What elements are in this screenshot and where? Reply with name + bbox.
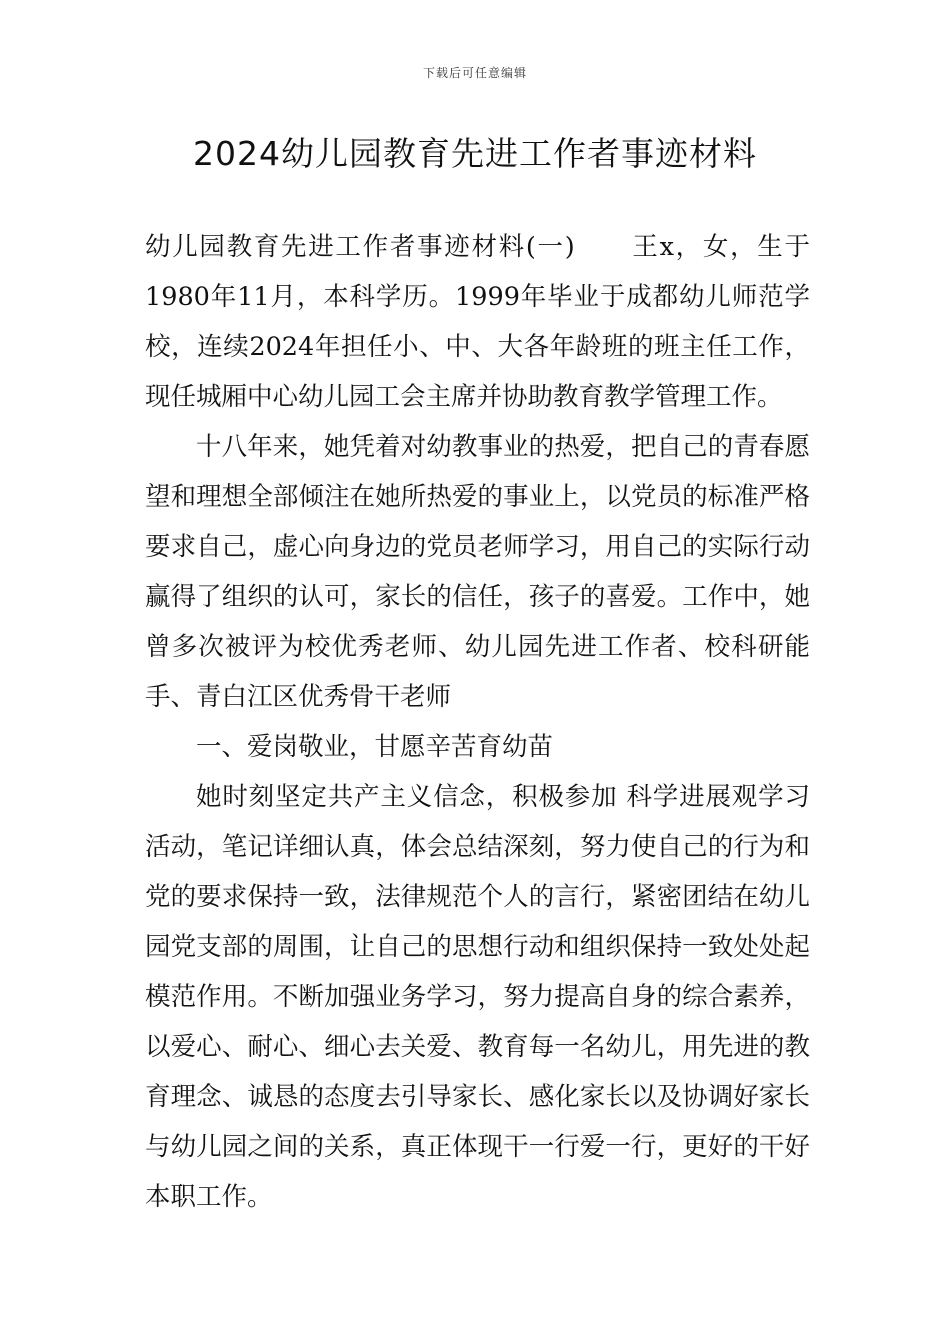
section-heading: 一、爱岗敬业，甘愿辛苦育幼苗 (196, 732, 554, 762)
document-title: 2024幼儿园教育先进工作者事迹材料 (193, 134, 757, 173)
paragraph-career: 十八年来，她凭着对幼教事业的热爱，把自己的青春愿望和理想全部倾注在她所热爱的事业上，以党员的标准严格要求自己，虚心向身边的党员老师学习，用自己的实际行动赢得了组织的认可，家长的信任，孩子的喜爱。工作中，她曾多次被评为校优秀老师、幼儿园先进工作者、校科研能手、青白江区优秀骨干老师 (145, 432, 810, 712)
paragraph-dedication: 她时刻坚定共产主义信念，积极参加 科学进展观学习活动，笔记详细认真，体会总结深刻，努力使自己的行为和党的要求保持一致，法律规范个人的言行，紧密团结在幼儿园党支部的周围，让自己的思想行动和组织保持一致处处起模范作用。不断加强业务学习，努力提高自身的综合素养，以爱心、耐心、细心去关爱、教育每一名幼儿，用先进的教育理念、诚恳的态度去引导家长、感化家长以及协调好家长与幼儿园之间的关系，真正体现干一行爱一行，更好的干好本职工作。 (145, 782, 810, 1212)
document-body (145, 222, 810, 1222)
intro-text: 王x，女，生于1980年11月，本科学历。1999年毕业于成都幼儿师范学校，连续2024年担任小、中、大各年龄班的班主任工作，现任城厢中心幼儿园工会主席并协助教育教学管理工作。 (145, 232, 810, 412)
intro-paragraph (145, 222, 810, 422)
intro-subtitle: 幼儿园教育先进工作者事迹材料(一) (145, 232, 575, 262)
header-note: 下载后可任意编辑 (422, 66, 527, 80)
